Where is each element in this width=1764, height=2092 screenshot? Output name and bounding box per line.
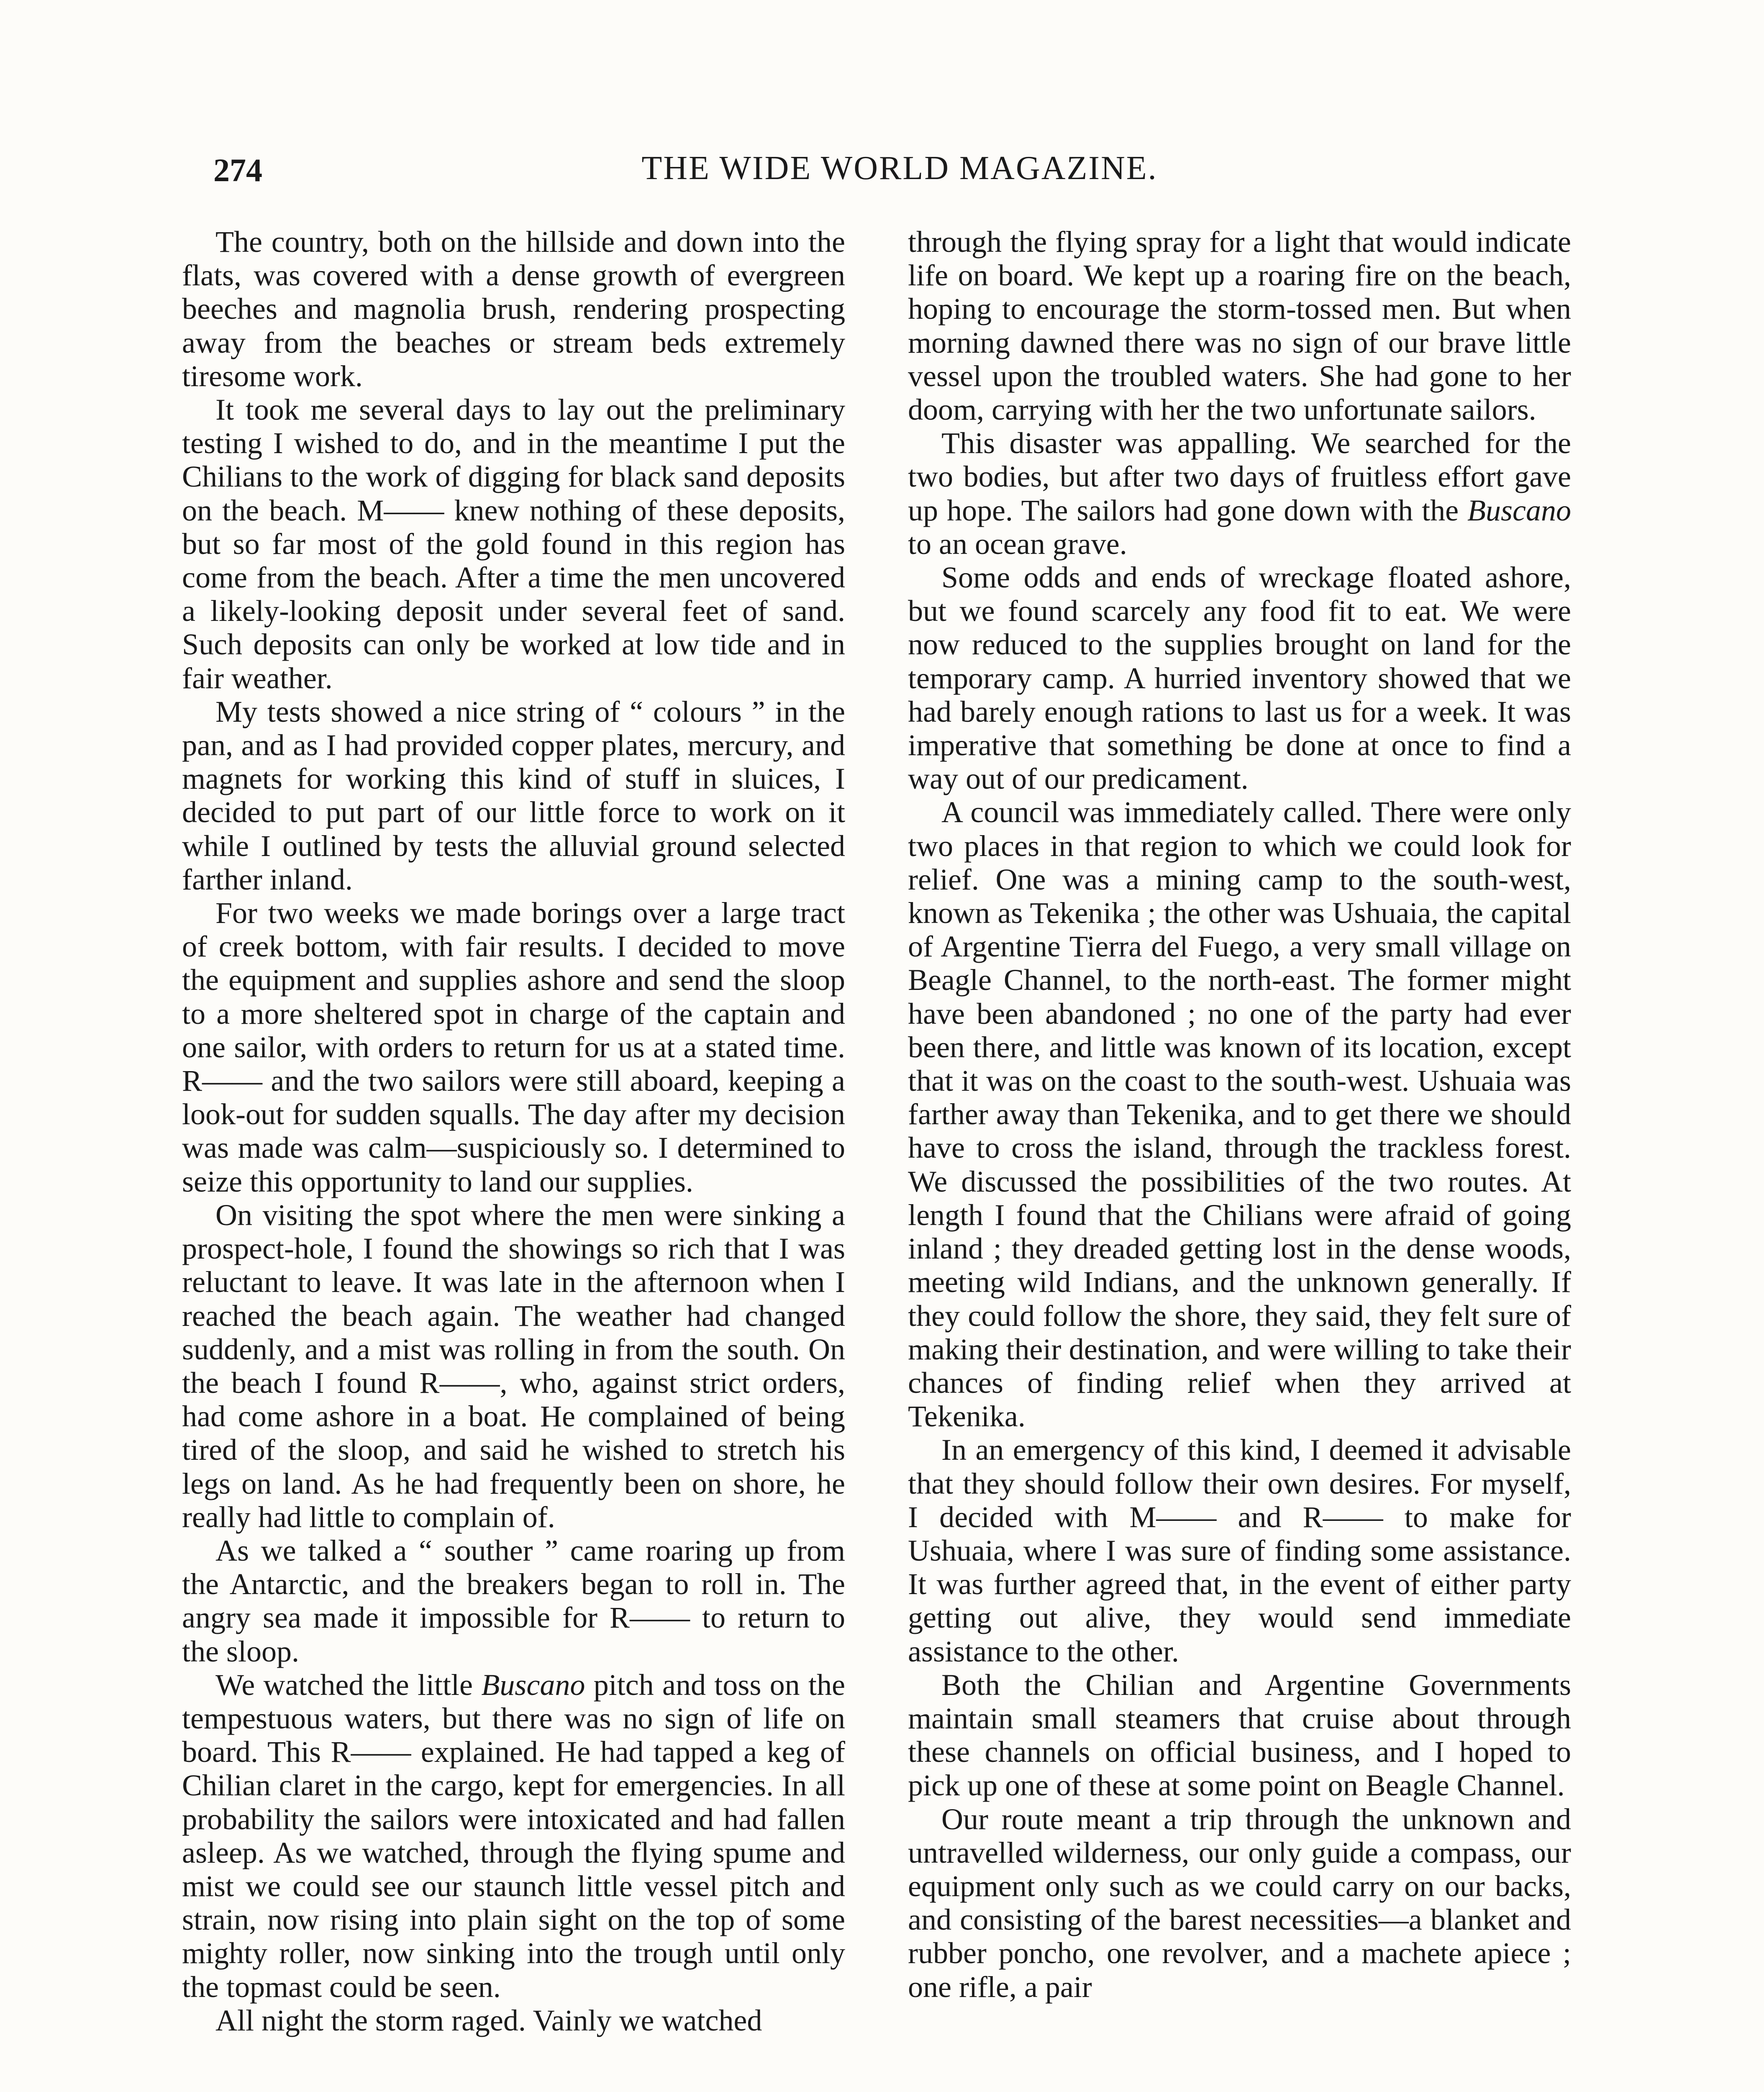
paragraph: The country, both on the hillside and down into the flats, was covered with a dense growth of evergreen beeches and magnolia brush, rendering prospecting away from the beaches or stream beds extremely tiresome work. (182, 225, 845, 393)
paragraph (908, 426, 1571, 561)
paragraph: Our route meant a trip through the unknown and untravelled wilderness, our only guide a compass, our equipment only such as we could carry on our backs, and consisting of the barest necessities—a blanket and rubber poncho, one revolver, and a machete apiece ; one rifle, a pair (908, 1802, 1571, 2004)
page-number: 274 (213, 152, 262, 188)
paragraph-text: This disaster was appalling. We searched for the two bodies, but after two days of fruitless effort gave up hope. The sailors had gone down with the (908, 426, 1571, 527)
paragraph: On visiting the spot where the men were sinking a prospect-hole, I found the showings so rich that I was reluctant to leave. It was late in the afternoon when I reached the beach again. The weather had changed suddenly, and a mist was rolling in from the south. On the beach I found R——, who, against strict orders, had come ashore in a boat. He complained of being tired of the sloop, and said he wished to stretch his legs on land. As he had frequently been on shore, he really had little to complain of. (182, 1198, 845, 1534)
paragraph: A council was immediately called. There were only two places in that region to which we could look for relief. One was a mining camp to the south-west, known as Tekenika ; the other was Ushuaia, the capital of Argentine Tierra del Fuego, a very small village on Beagle Channel, to the north-east. The former might have been abandoned ; no one of the party had ever been there, and little was known of its location, except that it was on the coast to the south-west. Ushuaia was farther away than Tekenika, and to get there we should have to cross the island, through the trackless forest. We discussed the possibilities of the two routes. At length I found that the Chilians were afraid of going inland ; they dreaded getting lost in the dense woods, meeting wild Indians, and the unknown generally. If they could follow the shore, they said, they felt sure of making their destination, and were willing to take their chances of finding relief when they arrived at Tekenika. (908, 795, 1571, 1433)
paragraph-text: pitch and toss on the tempestuous waters, but there was no sign of life on board. This R—— explained. He had tapped a keg of Chilian claret in the cargo, kept for emergencies. In all probability the sailors were intoxicated and had fallen asleep. As we watched, through the flying spume and mist we could see our staunch little vessel pitch and strain, now rising into plain sight on the top of some mighty roller, now sinking into the trough until only the topmast could be seen. (182, 1668, 845, 2004)
paragraph: Some odds and ends of wreckage floated ashore, but we found scarcely any food fit to eat. We were now reduced to the supplies brought on land for the temporary camp. A hurried inventory showed that we had barely enough rations to last us for a week. It was imperative that something be done at once to find a way out of our predicament. (908, 561, 1571, 796)
paragraph: It took me several days to lay out the preliminary testing I wished to do, and in the meantime I put the Chilians to the work of digging for black sand deposits on the beach. M—— knew nothing of these deposits, but so far most of the gold found in this region has come from the beach. After a time the men uncovered a likely-looking deposit under several feet of sand. Such deposits can only be worked at low tide and in fair weather. (182, 393, 845, 695)
paragraph (182, 1668, 845, 2004)
paragraph: All night the storm raged. Vainly we watched (215, 2003, 762, 2037)
paragraph: As we talked a “ souther ” came roaring up from the Antarctic, and the breakers began to roll in. The angry sea made it impossible for R—— to return to the sloop. (182, 1533, 845, 1668)
ship-name: Buscano (481, 1668, 585, 1702)
paragraph: Both the Chilian and Argentine Governments maintain small steamers that cruise about through these channels on official business, and I hoped to pick up one of these at some point on Beagle Channel. (908, 1668, 1571, 1802)
paragraph: For two weeks we made borings over a large tract of creek bottom, with fair results. I decided to move the equipment and supplies ashore and send the sloop to a more sheltered spot in charge of the captain and one sailor, with orders to return for us at a stated time. R—— and the two sailors were still aboard, keeping a look-out for sudden squalls. The day after my decision was made was calm—suspiciously so. I determined to seize this opportunity to land our supplies. (182, 896, 845, 1198)
paragraph: In an emergency of this kind, I deemed it advisable that they should follow their own desires. For myself, I decided with M—— and R—— to make for Ushuaia, where I was sure of finding some assistance. It was further agreed that, in the event of either party getting out alive, they would send immediate assistance to the other. (908, 1433, 1571, 1668)
right-column (908, 225, 1571, 2004)
ship-name: Buscano (1467, 493, 1571, 527)
running-title: THE WIDE WORLD MAGAZINE. (641, 150, 1158, 187)
paragraph-text: to an ocean grave. (908, 527, 1127, 561)
paragraph-text: We watched the little (215, 1668, 482, 1702)
paragraph: My tests showed a nice string of “ colours ” in the pan, and as I had provided copper plates, mercury, and magnets for working this kind of stuff in sluices, I decided to put part of our little force to work on it while I outlined by tests the alluvial ground selected farther inland. (182, 695, 845, 896)
left-column (182, 225, 845, 2037)
paragraph-continued: through the flying spray for a light that would indicate life on board. We kept up a roaring fire on the beach, hoping to encourage the storm-tossed men. But when morning dawned there was no sign of our brave little vessel upon the troubled waters. She had gone to her doom, carrying with her the two unfortunate sailors. (908, 225, 1571, 427)
